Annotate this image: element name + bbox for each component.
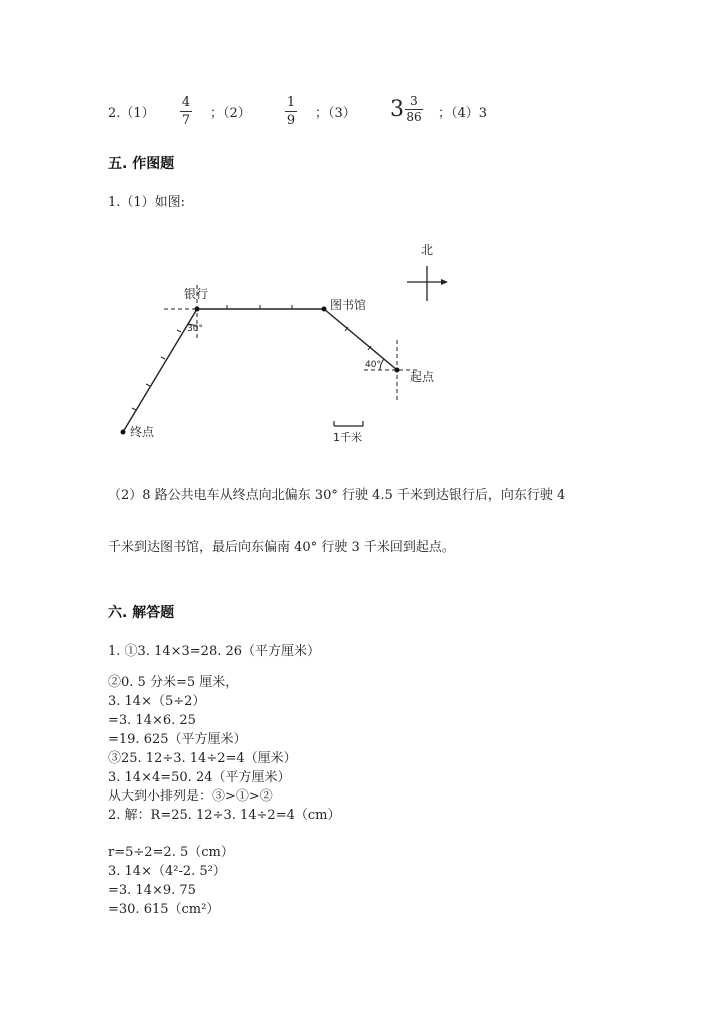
fraction-numerator: 1 [286,95,296,110]
answer-line: =3. 14×6. 25 [108,713,196,728]
section-6-answer-block-a [108,673,340,825]
fraction-numerator: 4 [181,95,191,110]
fraction-denominator: 86 [406,110,422,124]
q2-label: 2.（1） [108,106,155,121]
scale-bar [334,421,363,426]
answer-line: 3. 14×（5÷2） [108,694,206,709]
scale-label: 1千米 [333,431,362,444]
mixed-whole: 3 [390,97,404,122]
fraction-numerator: 3 [410,94,418,108]
answer-line: 3. 14×4=50. 24（平方厘米） [108,770,291,785]
reference-dashes [164,285,420,400]
east-arrow-icon [441,279,448,285]
section-6-title: 六. 解答题 [108,605,175,621]
start-angle-label: 40° [365,360,381,370]
start-point [395,368,400,373]
q2-separator-2: ；（2） [210,106,251,121]
section-5-part2-line1: （2）8 路公共电车从终点向北偏东 30° 行驶 4.5 千米到达银行后，向东行驶 4 [108,488,566,503]
bank-point [195,307,200,312]
section-5-title: 五. 作图题 [108,156,175,172]
answer-line: ②0. 5 分米=5 厘米， [108,675,239,690]
bank-angle-label: 30° [187,324,203,334]
bank-label: 银行 [184,287,209,301]
section-6-answer-block-b [108,843,234,919]
library-label: 图书馆 [330,298,367,312]
start-label: 起点 [410,370,435,384]
answer-line: 从大到小排列是：③>①>② [108,789,273,804]
route-line [123,309,397,432]
fraction-denominator: 7 [181,113,191,128]
end-label: 终点 [130,425,155,439]
answer-line: r=5÷2=2. 5（cm） [108,845,234,860]
end-point [121,430,126,435]
compass-icon [407,266,444,301]
q2-separator-3: ；（3） [315,106,356,121]
answer-line: 2. 解：R=25. 12÷3. 14÷2=4（cm） [108,808,341,823]
route-diagram [0,0,720,460]
fraction-denominator: 9 [286,113,296,128]
library-point [322,307,327,312]
answer-line: 3. 14×（4²-2. 5²） [108,864,226,879]
answer-line: =3. 14×9. 75 [108,883,196,898]
north-label: 北 [421,243,434,257]
section-5-q1-label: 1.（1）如图: [108,195,186,210]
answer-line: =30. 615（cm²） [108,902,220,917]
answer-line: ③25. 12÷3. 14÷2=4（厘米） [108,751,297,766]
section-5-part2-line2: 千米到达图书馆，最后向东偏南 40° 行驶 3 千米回到起点。 [108,540,455,555]
section-6-line1: 1. ①3. 14×3=28. 26（平方厘米） [108,644,321,659]
q2-separator-4: ；（4）3 [438,106,488,121]
answer-line: =19. 625（平方厘米） [108,732,247,747]
